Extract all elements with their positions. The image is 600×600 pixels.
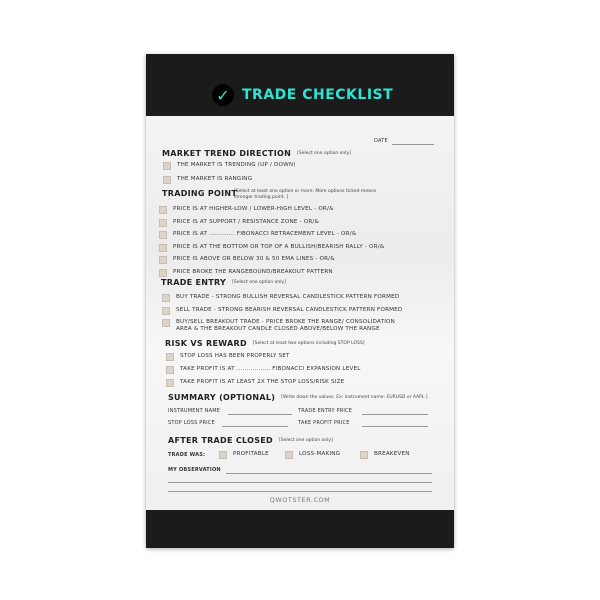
risk-options <box>166 353 361 387</box>
checkbox-item[interactable] <box>159 206 384 214</box>
checkbox[interactable] <box>159 231 167 239</box>
observation-line <box>168 482 432 483</box>
checkbox-item[interactable] <box>159 269 384 277</box>
stop-loss-price-input[interactable] <box>222 426 288 427</box>
label: BUY TRADE - STRONG BULLISH REVERSAL CANDLESTICK PATTERN FORMED <box>176 294 400 300</box>
note: [Write down the values. Ex: instrument name: EURUSD or AAPL ] <box>281 395 428 400</box>
checkbox-item[interactable] <box>162 307 402 315</box>
observation-line <box>168 491 432 492</box>
heading-text: MARKET TREND DIRECTION <box>162 149 292 158</box>
option-loss-making[interactable] <box>285 451 340 459</box>
checkbox[interactable] <box>166 366 174 374</box>
closed-heading <box>168 436 333 445</box>
note: [Select one option only] <box>297 151 351 156</box>
note: [Select one option only] <box>278 438 333 443</box>
label: BUY/SELL BREAKOUT TRADE - PRICE BROKE THE RANGE/ CONSOLIDATION AREA & THE BREAKOUT CANDLE CLOSED ABOVE/BELOW THE RANGE <box>176 319 396 333</box>
heading-text: AFTER TRADE CLOSED <box>168 436 273 445</box>
stop-loss-price-label: STOP LOSS PRICE <box>168 420 215 426</box>
checkbox[interactable] <box>159 256 167 264</box>
label: PRICE IS ABOVE OR BELOW 30 & 50 EMA LINES - OR/& <box>173 256 335 263</box>
take-profit-price-label: TAKE PROFIT PRICE <box>298 420 350 426</box>
checkbox-item[interactable] <box>163 162 296 170</box>
label: TAKE PROFIT IS AT LEAST 2X THE STOP LOSS/RISK SIZE <box>180 379 345 385</box>
checkbox-item[interactable] <box>162 294 402 302</box>
checkbox-item[interactable] <box>166 379 361 387</box>
checkbox-item[interactable] <box>163 176 296 184</box>
checkbox[interactable] <box>163 176 171 184</box>
label: PRICE BROKE THE RANGEBOUND/BREAKOUT PATTERN <box>173 268 333 275</box>
title <box>212 84 393 106</box>
label: THE MARKET IS TRENDING (UP / DOWN) <box>177 162 296 168</box>
footer-band <box>146 510 454 548</box>
entry-heading <box>161 278 286 287</box>
checkbox[interactable] <box>162 319 170 327</box>
checkbox-item[interactable] <box>159 219 384 227</box>
label: STOP LOSS HAS BEEN PROPERLY SET <box>180 353 290 359</box>
label: BREAKEVEN <box>374 451 410 457</box>
checkbox-item[interactable] <box>159 231 384 239</box>
checkbox-item[interactable] <box>159 256 384 264</box>
market-options <box>163 162 296 184</box>
date-label: DATE <box>374 138 388 144</box>
checkbox-item[interactable] <box>166 366 361 374</box>
market-heading <box>162 149 351 158</box>
entry-options <box>162 294 402 333</box>
label: PRICE IS AT HIGHER-LOW / LOWER-HIGH LEVEL - OR/& <box>173 206 334 212</box>
option-profitable[interactable] <box>219 451 269 459</box>
risk-heading <box>165 339 364 348</box>
heading-text: SUMMARY (OPTIONAL) <box>168 393 276 402</box>
checkbox[interactable] <box>159 219 167 227</box>
checkbox[interactable] <box>162 307 170 315</box>
label: TAKE PROFIT IS AT ................. FIBONACCI EXPANSION LEVEL <box>180 366 361 372</box>
instrument-name-label: INSTRUMENT NAME <box>168 408 221 414</box>
checkbox[interactable] <box>219 451 227 459</box>
trading-heading <box>162 189 237 198</box>
checkmark-icon: ✓ <box>212 84 234 106</box>
footer-brand: QWOTSTER.COM <box>269 496 331 504</box>
trade-entry-price-input[interactable] <box>362 414 428 415</box>
checkbox-item[interactable] <box>162 319 402 333</box>
observation-label: MY OBSERVATION <box>168 467 221 473</box>
checkbox[interactable] <box>166 379 174 387</box>
label: THE MARKET IS RANGING <box>177 176 253 182</box>
checkbox-item[interactable] <box>159 244 384 252</box>
checkbox[interactable] <box>166 353 174 361</box>
checkbox[interactable] <box>159 244 167 252</box>
heading-text: TRADING POINT <box>162 189 238 198</box>
note: [Select at least one option or more. More options ticked means stronger trading point. ] <box>234 189 377 200</box>
date-line <box>392 144 434 145</box>
summary-heading <box>168 393 428 402</box>
checkbox[interactable] <box>159 269 167 277</box>
instrument-name-input[interactable] <box>228 414 292 415</box>
checkbox[interactable] <box>163 162 171 170</box>
trade-was-label: TRADE WAS: <box>168 452 206 458</box>
heading-text: RISK VS REWARD <box>165 339 247 348</box>
note: [Select at least two options including STOP LOSS] <box>252 341 365 346</box>
date-field <box>374 138 388 144</box>
label: PRICE IS AT THE BOTTOM OR TOP OF A BULLISH/BEARISH RALLY - OR/& <box>173 243 385 250</box>
label: PROFITABLE <box>233 451 269 457</box>
checkbox[interactable] <box>360 451 368 459</box>
label: PRICE IS AT SUPPORT / RESISTANCE ZONE - OR/& <box>173 218 320 225</box>
heading-text: TRADE ENTRY <box>161 278 227 287</box>
take-profit-price-input[interactable] <box>362 426 428 427</box>
trade-entry-price-label: TRADE ENTRY PRICE <box>298 408 353 414</box>
title-text: TRADE CHECKLIST <box>242 87 394 103</box>
trading-options <box>159 206 384 277</box>
checkbox-item[interactable] <box>166 353 361 361</box>
observation-input[interactable] <box>226 473 432 474</box>
poster <box>146 54 454 548</box>
label: LOSS-MAKING <box>299 451 341 457</box>
option-breakeven[interactable] <box>360 451 410 459</box>
checkbox[interactable] <box>162 294 170 302</box>
label: SELL TRADE - STRONG BEARISH REVERSAL CANDLESTICK PATTERN FORMED <box>176 306 403 313</box>
label: PRICE IS AT ............. FIBONACCI RETRACEMENT LEVEL - OR/& <box>173 231 357 238</box>
checkbox[interactable] <box>159 206 167 214</box>
checkbox[interactable] <box>285 451 293 459</box>
note: [Select one option only] <box>232 280 286 285</box>
